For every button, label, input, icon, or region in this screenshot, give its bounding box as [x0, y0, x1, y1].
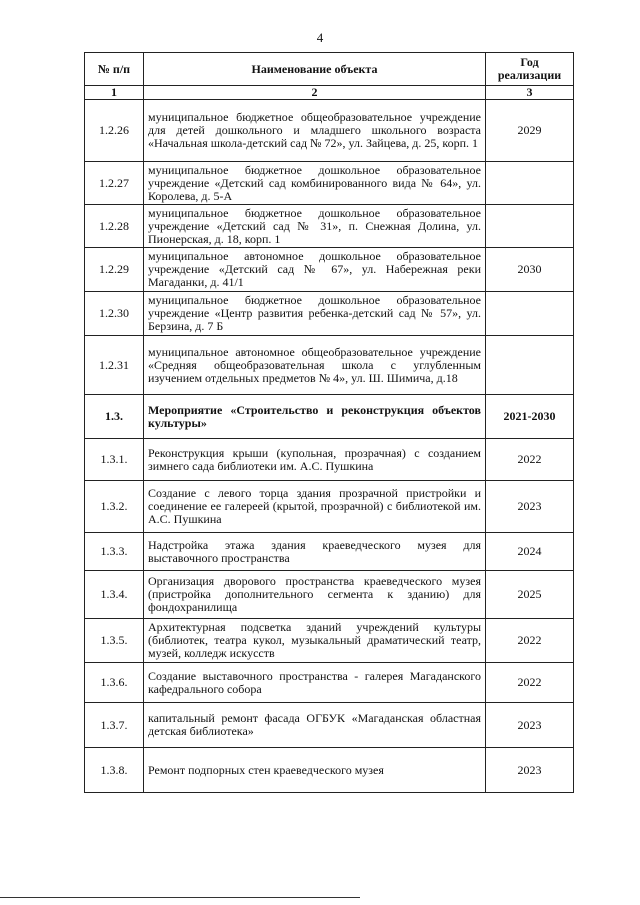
row-year: 2030 — [486, 248, 574, 292]
row-number: 1.3.3. — [85, 533, 144, 571]
row-object-name: муниципальное бюджетное общеобразовательное учреждение для детей дошкольного и младшего школьного возраста «Начальная школа-детский сад № 72», ул. Зайцева, д. 25, корп. 1 — [144, 100, 486, 162]
row-object-name: Мероприятие «Строительство и реконструкция объектов культуры» — [144, 395, 486, 439]
row-number: 1.2.29 — [85, 248, 144, 292]
row-number: 1.2.26 — [85, 100, 144, 162]
table-row — [85, 703, 574, 748]
row-year — [486, 336, 574, 395]
row-object-name: муниципальное бюджетное дошкольное образовательное учреждение «Детский сад № 31», п. Снежная Долина, ул. Пионерская, д. 18, корп. 1 — [144, 205, 486, 248]
row-year: 2022 — [486, 619, 574, 663]
objects-table — [84, 52, 574, 793]
row-object-name: Надстройка этажа здания краеведческого музея для выставочного пространства — [144, 533, 486, 571]
row-number: 1.3. — [85, 395, 144, 439]
table-row — [85, 533, 574, 571]
row-year: 2022 — [486, 663, 574, 703]
table-row — [85, 619, 574, 663]
header-num: № п/п — [85, 53, 144, 86]
table-row — [85, 748, 574, 793]
header-name: Наименование объекта — [144, 53, 486, 86]
row-object-name: капитальный ремонт фасада ОГБУК «Магаданская областная детская библиотека» — [144, 703, 486, 748]
row-number: 1.3.8. — [85, 748, 144, 793]
table-row — [85, 663, 574, 703]
table-row — [85, 336, 574, 395]
table-row — [85, 248, 574, 292]
row-object-name: муниципальное бюджетное дошкольное образовательное учреждение «Центр развития ребенка-детский сад № 57», ул. Берзина, д. 7 Б — [144, 292, 486, 336]
table-row — [85, 292, 574, 336]
page-number: 4 — [316, 30, 324, 45]
row-object-name: Организация дворового пространства краеведческого музея (пристройка дополнительного сегмента к зданию) для фондохранилища — [144, 571, 486, 619]
row-year: 2023 — [486, 748, 574, 793]
row-number: 1.2.28 — [85, 205, 144, 248]
row-object-name: Ремонт подпорных стен краеведческого музея — [144, 748, 486, 793]
row-object-name: Создание с левого торца здания прозрачной пристройки и соединение ее галереей (крытой, прозрачной) с библиотекой им. А.С. Пушкина — [144, 481, 486, 533]
table-row — [85, 481, 574, 533]
row-object-name: муниципальное автономное дошкольное образовательное учреждение «Детский сад № 67», ул. Набережная реки Магаданки, д. 41/1 — [144, 248, 486, 292]
footer-rule — [0, 897, 360, 898]
row-object-name: Архитектурная подсветка зданий учреждений культуры (библиотек, театра кукол, музыкальный драматический театр, музей, колледж искусств — [144, 619, 486, 663]
row-number: 1.3.4. — [85, 571, 144, 619]
row-object-name: Создание выставочного пространства - галерея Магаданского кафедрального собора — [144, 663, 486, 703]
column-index: 1 — [85, 86, 144, 100]
row-number: 1.3.2. — [85, 481, 144, 533]
row-number: 1.2.30 — [85, 292, 144, 336]
table-row — [85, 439, 574, 481]
row-number: 1.2.27 — [85, 162, 144, 205]
row-object-name: муниципальное бюджетное дошкольное образовательное учреждение «Детский сад комбинированного вида № 64», ул. Королева, д. 5-А — [144, 162, 486, 205]
column-index-row — [85, 86, 574, 100]
row-year: 2023 — [486, 703, 574, 748]
row-number: 1.3.5. — [85, 619, 144, 663]
row-year: 2021-2030 — [486, 395, 574, 439]
column-index: 3 — [486, 86, 574, 100]
table-row — [85, 571, 574, 619]
row-number: 1.3.1. — [85, 439, 144, 481]
row-number: 1.3.7. — [85, 703, 144, 748]
row-year: 2029 — [486, 100, 574, 162]
table-row — [85, 100, 574, 162]
row-object-name: муниципальное автономное общеобразовательное учреждение «Средняя общеобразовательная школа с углубленным изучением отдельных предметов № 4», ул. Ш. Шимича, д.18 — [144, 336, 486, 395]
section-row — [85, 395, 574, 439]
row-year — [486, 162, 574, 205]
table-header-row — [85, 53, 574, 86]
row-year: 2023 — [486, 481, 574, 533]
column-index: 2 — [144, 86, 486, 100]
row-year — [486, 292, 574, 336]
row-number: 1.2.31 — [85, 336, 144, 395]
table-row — [85, 162, 574, 205]
header-year: Год реализации — [486, 53, 574, 86]
row-object-name: Реконструкция крыши (купольная, прозрачная) с созданием зимнего сада библиотеки им. А.С. Пушкина — [144, 439, 486, 481]
row-year: 2024 — [486, 533, 574, 571]
row-year: 2025 — [486, 571, 574, 619]
row-year: 2022 — [486, 439, 574, 481]
row-year — [486, 205, 574, 248]
table-row — [85, 205, 574, 248]
row-number: 1.3.6. — [85, 663, 144, 703]
